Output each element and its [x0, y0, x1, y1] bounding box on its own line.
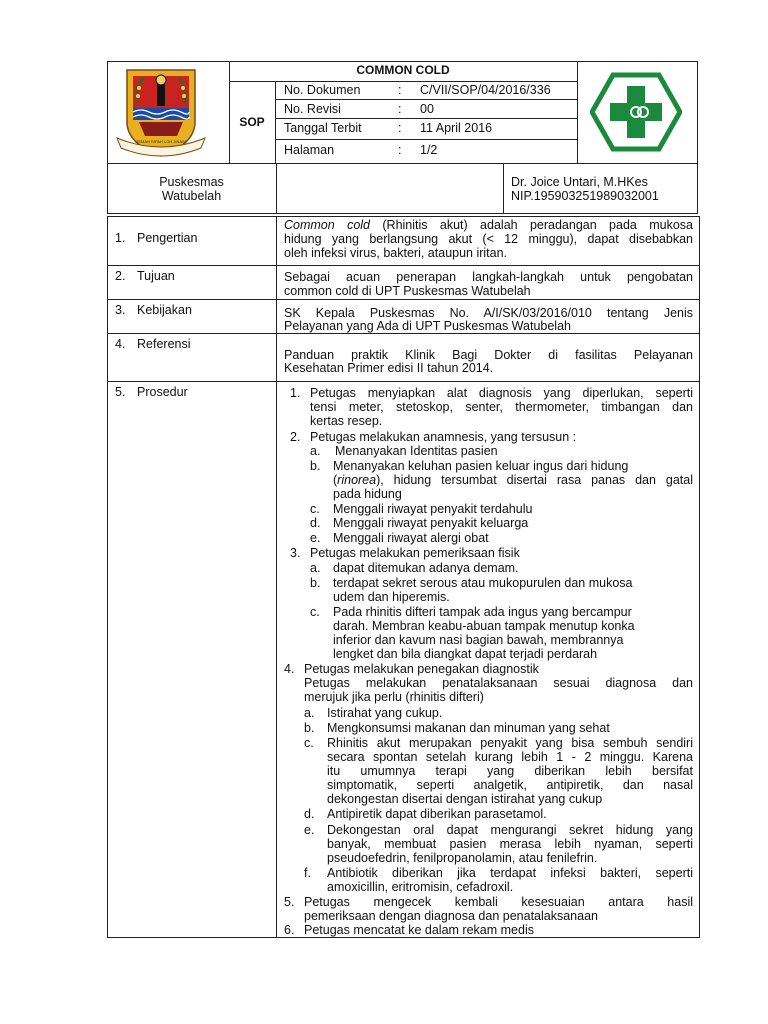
meta-separator: :: [398, 121, 402, 135]
substep-letter: c.: [304, 736, 314, 750]
meta-document-number: C/VII/SOP/04/2016/336: [420, 83, 551, 97]
step-text: Petugas mencatat ke dalam rekam medis: [304, 923, 534, 937]
substep-letter: b.: [310, 459, 321, 473]
substep-text: dekongestan disertai dengan istirahat yang cukup: [327, 792, 603, 806]
substep-text: lengket dan bila diangkat dapat terjadi perdarah: [333, 647, 598, 661]
meta-label: Halaman: [284, 143, 335, 157]
step-text: pemeriksaan dengan diagnosa dan penatalaksanaan: [304, 909, 598, 923]
step-text: Petugas melakukan pemeriksaan fisik: [310, 546, 520, 560]
substep-text: Menggali riwayat penyakit terdahulu: [333, 502, 533, 516]
substep-text: Menggali riwayat alergi obat: [333, 531, 489, 545]
substep-letter: a.: [310, 444, 321, 458]
substep-text: simptomatik, seperti analgetik, antipiretik, dan nasal: [327, 778, 693, 792]
section-number: 3.: [115, 303, 126, 317]
substep-letter: e.: [310, 531, 321, 545]
meta-separator: :: [398, 143, 402, 157]
substep-letter: b.: [304, 721, 315, 735]
substep-text: Mengkonsumsi makanan dan minuman yang sehat: [327, 721, 610, 735]
step-text: kertas resep.: [310, 414, 383, 428]
section-label-referensi: Referensi: [137, 337, 191, 351]
substep-text: Dekongestan oral dapat mengurangi sekret hidung yang: [327, 823, 693, 837]
substep-text: Istirahat yang cukup.: [327, 706, 443, 720]
section-label-pengertian: Pengertian: [137, 231, 198, 245]
signer-name: Dr. Joice Untari, M.HKes: [511, 175, 648, 189]
substep-text: darah. Membran keabu-abuan tampak menutup konka: [333, 619, 635, 633]
substep-text: inferior dan kavum nasi bagian bawah, membrannya: [333, 633, 624, 647]
meta-label: Tanggal Terbit: [284, 121, 362, 135]
meta-separator: :: [398, 102, 402, 116]
substep-letter: c.: [310, 502, 320, 516]
section-label-tujuan: Tujuan: [137, 269, 175, 283]
meta-label: No. Dokumen: [284, 83, 361, 97]
definition-line: Common cold (Rhinitis akut) adalah peradangan pada mukosa: [284, 218, 693, 232]
substep-text: Menanyakan Identitas pasien: [335, 444, 498, 458]
organization-name: Puskesmas: [159, 175, 224, 189]
meta-separator: :: [398, 83, 402, 97]
substep-letter: e.: [304, 823, 315, 837]
step-number: 5.: [284, 895, 295, 909]
section-label-kebijakan: Kebijakan: [137, 303, 192, 317]
step-text: Petugas mengecek kembali kesesuaian antara hasil: [304, 895, 693, 909]
section-number: 1.: [115, 231, 126, 245]
definition-line: hidung yang berlangsung akut (< 12 minggu), dapat disebabkan: [284, 232, 693, 246]
seal-motto: GEMAH RIPAH LOH JINAWI: [135, 139, 187, 144]
step-text: merujuk jika perlu (rhinitis difteri): [304, 690, 484, 704]
substep-text: (rinorea), hidung tersumbat disertai rasa panas dan gatal: [333, 473, 693, 487]
puskesmas-logo: [590, 72, 682, 152]
substep-text: Rhinitis akut merupakan penyakit yang bisa sembuh sendiri: [327, 736, 693, 750]
substep-letter: d.: [304, 807, 315, 821]
section-number: 2.: [115, 269, 126, 283]
meta-revision: 00: [420, 102, 434, 116]
sop-label: SOP: [239, 115, 265, 129]
substep-letter: a.: [304, 706, 315, 720]
signer-nip: NIP.195903251989032001: [511, 189, 659, 203]
substep-text: terdapat sekret serous atau mukopurulen dan mukosa: [333, 576, 633, 590]
policy-line: Pelayanan yang Ada di UPT Puskesmas Watubelah: [284, 319, 571, 333]
substep-text: udem dan hiperemis.: [333, 590, 450, 604]
substep-letter: c.: [310, 605, 320, 619]
step-text: Petugas melakukan penatalaksanaan sesuai diagnosa dan: [304, 676, 693, 690]
objective-line: common cold di UPT Puskesmas Watubelah: [284, 284, 531, 298]
step-number: 1.: [290, 386, 301, 400]
meta-page: 1/2: [420, 143, 438, 157]
meta-issue-date: 11 April 2016: [420, 121, 493, 135]
substep-text: pada hidung: [333, 487, 402, 501]
regional-seal-logo: [113, 64, 209, 160]
substep-text: pseudoefedrin, fenilpropanolamin, atau fenilefrin.: [327, 851, 598, 865]
section-label-prosedur: Prosedur: [137, 385, 188, 399]
substep-letter: b.: [310, 576, 321, 590]
substep-text: amoxicillin, eritromisin, cefadroxil.: [327, 880, 514, 894]
substep-letter: f.: [304, 866, 311, 880]
definition-line: oleh infeksi virus, bakteri, ataupun iritan.: [284, 246, 508, 260]
substep-text: Antipiretik dapat diberikan parasetamol.: [327, 807, 547, 821]
step-number: 2.: [290, 430, 301, 444]
organization-name: Watubelah: [161, 189, 222, 203]
substep-text: secara spontan setelah kurang lebih 1 - 2 minggu. Karena: [327, 750, 693, 764]
section-number: 4.: [115, 337, 126, 351]
section-number: 5.: [115, 385, 126, 399]
substep-text: banyak, membuat pasien merasa lebih nyaman, seperti: [327, 837, 693, 851]
step-text: tensi meter, stetoskop, senter, thermometer, timbangan dan: [310, 400, 693, 414]
policy-line: SK Kepala Puskesmas No. A/I/SK/03/2016/010 tentang Jenis: [284, 306, 693, 320]
substep-text: itu umumnya terapi yang diberikan lebih bersifat: [327, 764, 693, 778]
reference-line: Panduan praktik Klinik Bagi Dokter di fasilitas Pelayanan: [284, 348, 693, 362]
reference-line: Kesehatan Primer edisi II tahun 2014.: [284, 361, 494, 375]
step-number: 4.: [284, 662, 295, 676]
step-number: 6.: [284, 923, 295, 937]
meta-label: No. Revisi: [284, 102, 341, 116]
substep-letter: d.: [310, 516, 321, 530]
document-title: COMMON COLD: [356, 63, 450, 77]
substep-text: Menanyakan keluhan pasien keluar ingus dari hidung: [333, 459, 629, 473]
step-text: Petugas menyiapkan alat diagnosis yang diperlukan, seperti: [310, 386, 693, 400]
objective-line: Sebagai acuan penerapan langkah-langkah untuk pengobatan: [284, 270, 693, 284]
substep-text: Pada rhinitis difteri tampak ada ingus yang bercampur: [333, 605, 632, 619]
substep-letter: a.: [310, 561, 321, 575]
substep-text: dapat ditemukan adanya demam.: [333, 561, 519, 575]
step-text: Petugas melakukan penegakan diagnostik: [304, 662, 539, 676]
substep-text: Antibiotik diberikan jika terdapat infeksi bakteri, seperti: [327, 866, 693, 880]
substep-text: Menggali riwayat penyakit keluarga: [333, 516, 529, 530]
step-text: Petugas melakukan anamnesis, yang tersusun :: [310, 430, 577, 444]
step-number: 3.: [290, 546, 301, 560]
